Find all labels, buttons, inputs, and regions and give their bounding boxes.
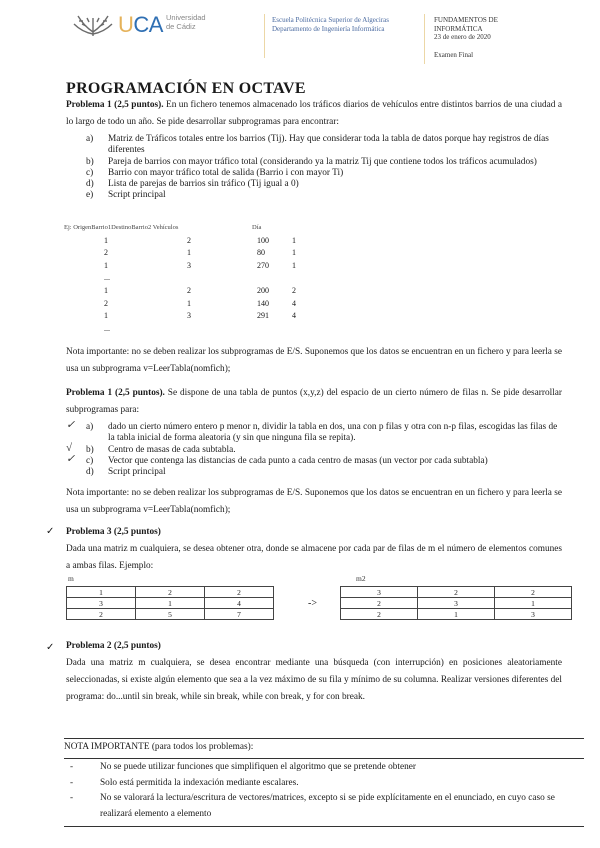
checkmark-icon: √ — [66, 441, 73, 454]
table-row: 3 2 2 — [341, 587, 572, 598]
list-item: c) Barrio con mayor tráfico total de salida (Barrio i con mayor Ti) — [86, 167, 344, 178]
list-item: √ b) Centro de masas de cada subtabla. — [66, 441, 236, 455]
page-title: PROGRAMACIÓN EN OCTAVE — [66, 80, 306, 97]
table-row: 1 2 200 2 — [104, 285, 296, 295]
table-row: ... — [104, 323, 110, 333]
divider — [64, 758, 584, 759]
uca-emblem-icon — [72, 12, 114, 38]
list-item: e) Script principal — [86, 190, 166, 201]
matrix-m2 — [340, 586, 572, 620]
problem1b-intro: Problema 1 (2,5 puntos). Se dispone de una tabla de puntos (x,y,z) del espacio de un cierto número de filas n. Se pide desarrollar subprogramas para: — [66, 388, 563, 415]
list-item: ✓ c) Vector que contenga las distancias de cada punto a cada centro de masas (un vector por cada subtabla) — [66, 452, 488, 466]
divider — [64, 826, 584, 827]
table-row: ... — [104, 273, 110, 283]
exam-type: Examen Final — [434, 50, 474, 59]
uca-wordmark: UCA — [118, 12, 163, 37]
traffic-data-table — [64, 222, 312, 335]
list-item: ✓ a) dado un cierto número entero p menor n, dividir la tabla en dos, una con p filas y otra con n-p filas, escogidas las filas de la tabla inicial de forma aleatoria (y sin que ninguna fila se repita). — [66, 419, 558, 444]
table-row: 2 1 80 1 — [104, 248, 296, 258]
matrix-m — [66, 586, 274, 620]
uca-logo — [72, 12, 163, 38]
checkmark-icon: ✓ — [66, 419, 76, 431]
university-name: Universidad de Cádiz — [166, 13, 206, 31]
list-item: - No se valorará la lectura/escritura de vectores/matrices, excepto si se pide explícitamente en el enunciado, en cuyo caso se realizará elemento a elemento — [70, 793, 555, 819]
table-row: 1 3 291 4 — [104, 311, 296, 321]
nota-title: NOTA IMPORTANTE (para todos los problemas): — [64, 742, 254, 752]
table-row: 1 2 2 — [67, 587, 274, 598]
table-row: 3 1 4 — [67, 598, 274, 609]
checkmark-icon: ✓ — [46, 526, 55, 537]
problem1b-list — [66, 419, 564, 478]
problem1-note: Nota importante: no se deben realizar los subprogramas de E/S. Suponemos que los datos se encuentran en un fichero y para leerla se usa un subprograma v=LeerTabla(nomfich); — [66, 347, 562, 374]
checkmark-icon: ✓ — [46, 642, 55, 653]
matrix-m-label: m — [68, 574, 74, 583]
table-header: Ej: OrigenBarrio1DestinoBarrio2 Vehículos Día — [64, 224, 262, 231]
course-info: FUNDAMENTOS DE INFORMÁTICA 23 de enero de 2020 Examen Final — [434, 16, 498, 59]
problem3-heading: Problema 3 (2,5 puntos) — [66, 527, 161, 537]
table-row: 2 1 3 — [341, 609, 572, 620]
arrow-right-icon: -> — [308, 598, 317, 609]
list-item: b) Pareja de barrios con mayor tráfico total (considerando ya la matriz Tij que contiene todos los tráficos acumulados) — [86, 156, 537, 167]
table-row: 1 3 270 1 — [104, 260, 296, 270]
list-item: - No se puede utilizar funciones que simplifiquen el algoritmo que se pretende obtener — [70, 762, 416, 772]
problem2-text: Dada una matriz m cualquiera, se desea encontrar mediante una búsqueda (con interrupción) en posiciones aleatoriamente seleccionadas, si existe algún elemento que sea a la vez máximo de su fila y mínimo de su columna. Realizar versiones diferentes del programa: do...until sin break, while sin break, while con break, y for con break. — [66, 658, 562, 702]
problem1-intro: Problema 1 (2,5 puntos). En un fichero tenemos almacenado los tráficos diarios de vehículos entre distintos barrios de una ciudad a lo largo de todo un año. Se pide desarrollar subprogramas para encontrar: — [66, 100, 562, 127]
header-divider — [424, 14, 425, 64]
matrix-m2-label: m2 — [356, 574, 366, 583]
list-item: d) Lista de parejas de barrios sin tráfico (Tij igual a 0) — [86, 179, 299, 190]
divider — [64, 738, 584, 739]
table-row: 2 1 140 4 — [104, 298, 296, 308]
table-row: 2 5 7 — [67, 609, 274, 620]
header-divider — [264, 14, 265, 58]
problem1-list — [86, 134, 564, 202]
list-item: a) Matriz de Tráficos totales entre los barrios (Tij). Hay que considerar toda la tabla de datos porque hay registros de días diferentes — [86, 134, 549, 156]
problem3-text: Dada una matriz m cualquiera, se desea obtener otra, donde se almacene por cada par de filas de m el número de elementos comunes a ambas filas. Ejemplo: — [66, 544, 562, 571]
table-row: 2 3 1 — [341, 598, 572, 609]
nota-list — [64, 760, 584, 822]
checkmark-icon: ✓ — [66, 452, 76, 465]
school-info: Escuela Politécnica Superior de Algeciras Departamento de Ingeniería Informática — [272, 16, 390, 33]
problem1b-note: Nota importante: no se deben realizar los subprogramas de E/S. Suponemos que los datos se encuentran en un fichero y para leerla se usa un subprograma v=LeerTabla(nomfich); — [66, 488, 562, 515]
table-row: 1 2 100 1 — [104, 235, 296, 245]
list-item: d) Script principal — [86, 467, 166, 478]
list-item: - Solo está permitida la indexación mediante escalares. — [70, 777, 299, 788]
problem2-heading: Problema 2 (2,5 puntos) — [66, 641, 161, 651]
